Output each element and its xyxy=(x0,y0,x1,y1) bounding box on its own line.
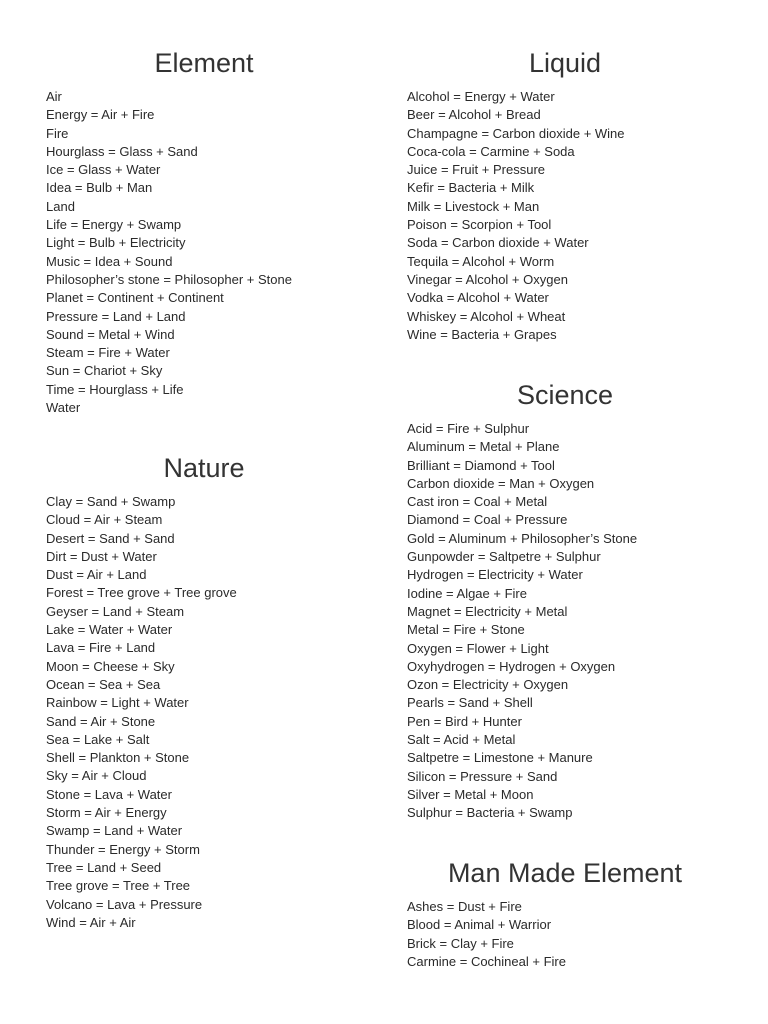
recipe-item: Whiskey = Alcohol + Wheat xyxy=(407,308,566,324)
recipe-item: Air xyxy=(46,89,62,104)
recipe-item: Sky = Air + Cloud xyxy=(46,768,147,784)
recipe-list xyxy=(46,493,237,932)
recipe-item: Land xyxy=(46,198,75,214)
section-title: Man Made Element xyxy=(447,858,683,888)
recipe-item: Lava = Fire + Land xyxy=(46,640,156,656)
recipe-item: Rainbow = Light + Water xyxy=(46,695,189,711)
recipe-item: Alcohol = Energy + Water xyxy=(407,89,555,104)
recipe-item: Ocean = Sea + Sea xyxy=(46,676,161,692)
recipe-item: Cloud = Air + Steam xyxy=(46,512,163,528)
recipe-item: Brilliant = Diamond + Tool xyxy=(407,457,555,473)
recipe-item: Storm = Air + Energy xyxy=(46,805,167,821)
recipe-item: Magnet = Electricity + Metal xyxy=(407,603,568,619)
recipe-item: Thunder = Energy + Storm xyxy=(46,841,200,857)
recipe-item: Time = Hourglass + Life xyxy=(46,381,184,397)
recipe-item: Carmine = Cochineal + Fire xyxy=(407,953,566,969)
recipe-list xyxy=(407,898,566,971)
recipe-item: Pen = Bird + Hunter xyxy=(407,713,522,729)
recipe-item: Music = Idea + Sound xyxy=(46,253,173,269)
recipe-item: Fire xyxy=(46,125,69,141)
recipe-item: Forest = Tree grove + Tree grove xyxy=(46,585,237,601)
recipe-item: Ozon = Electricity + Oxygen xyxy=(407,677,569,693)
recipe-item: Tree grove = Tree + Tree xyxy=(46,878,191,894)
recipe-item: Wind = Air + Air xyxy=(46,914,136,930)
recipe-list xyxy=(407,420,637,823)
recipe-item: Metal = Fire + Stone xyxy=(407,622,525,638)
recipe-item: Hydrogen = Electricity + Water xyxy=(407,567,583,583)
recipe-item: Iodine = Algae + Fire xyxy=(407,585,527,601)
recipe-item: Light = Bulb + Electricity xyxy=(46,235,186,251)
section-title: Liquid xyxy=(528,48,602,78)
recipe-item: Philosopher’s stone = Philosopher + Stone xyxy=(46,271,292,287)
recipe-item: Diamond = Coal + Pressure xyxy=(407,512,568,528)
recipe-item: Geyser = Land + Steam xyxy=(46,603,185,619)
recipe-item: Sea = Lake + Salt xyxy=(46,731,150,747)
recipe-item: Volcano = Lava + Pressure xyxy=(46,896,203,912)
recipe-item: Cast iron = Coal + Metal xyxy=(407,494,548,510)
recipe-item: Carbon dioxide = Man + Oxygen xyxy=(407,475,595,491)
recipe-list xyxy=(46,88,292,417)
recipe-item: Poison = Scorpion + Tool xyxy=(407,217,552,233)
recipe-item: Sound = Metal + Wind xyxy=(46,326,175,342)
recipe-item: Gold = Aluminum + Philosopher’s Stone xyxy=(407,530,638,546)
recipe-item: Vodka = Alcohol + Water xyxy=(407,290,549,306)
recipe-item: Beer = Alcohol + Bread xyxy=(407,107,541,123)
recipe-item: Tree = Land + Seed xyxy=(46,859,162,875)
recipe-item: Gunpowder = Saltpetre + Sulphur xyxy=(407,549,601,565)
section-title: Science xyxy=(516,380,614,410)
recipe-item: Pressure = Land + Land xyxy=(46,308,186,324)
recipe-item: Silver = Metal + Moon xyxy=(407,786,534,802)
recipe-item: Sulphur = Bacteria + Swamp xyxy=(407,805,573,821)
recipe-item: Sand = Air + Stone xyxy=(46,713,156,729)
recipe-item: Shell = Plankton + Stone xyxy=(46,750,190,766)
recipe-item: Steam = Fire + Water xyxy=(46,345,170,361)
recipe-item: Champagne = Carbon dioxide + Wine xyxy=(407,125,625,141)
recipe-list xyxy=(407,88,625,344)
section-title: Nature xyxy=(163,453,245,483)
recipe-item: Dirt = Dust + Water xyxy=(46,548,157,564)
recipe-item: Idea = Bulb + Man xyxy=(46,180,153,196)
recipe-item: Planet = Continent + Continent xyxy=(46,290,224,306)
recipe-item: Oxygen = Flower + Light xyxy=(407,640,549,656)
recipe-item: Moon = Cheese + Sky xyxy=(46,658,175,674)
recipe-item: Salt = Acid + Metal xyxy=(407,732,516,748)
recipe-item: Silicon = Pressure + Sand xyxy=(407,768,558,784)
recipe-item: Tequila = Alcohol + Worm xyxy=(407,253,555,269)
recipe-item: Vinegar = Alcohol + Oxygen xyxy=(407,271,568,287)
recipe-item: Oxyhydrogen = Hydrogen + Oxygen xyxy=(407,658,616,674)
recipe-item: Swamp = Land + Water xyxy=(46,823,183,839)
recipe-item: Brick = Clay + Fire xyxy=(407,935,514,951)
section-title: Element xyxy=(154,48,254,78)
recipe-item: Milk = Livestock + Man xyxy=(407,198,540,214)
recipe-item: Soda = Carbon dioxide + Water xyxy=(407,235,589,251)
recipe-item: Coca-cola = Carmine + Soda xyxy=(407,143,575,159)
recipe-item: Desert = Sand + Sand xyxy=(46,530,175,546)
recipe-item: Pearls = Sand + Shell xyxy=(407,695,533,711)
recipe-item: Energy = Air + Fire xyxy=(46,107,155,123)
recipe-item: Clay = Sand + Swamp xyxy=(46,494,176,509)
recipe-item: Wine = Bacteria + Grapes xyxy=(407,326,557,342)
recipe-item: Acid = Fire + Sulphur xyxy=(407,421,530,436)
recipe-item: Stone = Lava + Water xyxy=(46,786,172,802)
recipe-item: Kefir = Bacteria + Milk xyxy=(407,180,535,196)
recipe-item: Water xyxy=(46,400,81,416)
recipe-item: Life = Energy + Swamp xyxy=(46,217,182,233)
recipe-item: Lake = Water + Water xyxy=(46,622,173,638)
recipe-item: Blood = Animal + Warrior xyxy=(407,917,552,933)
recipe-item: Aluminum = Metal + Plane xyxy=(407,439,560,455)
recipe-item: Hourglass = Glass + Sand xyxy=(46,143,198,159)
recipe-item: Ice = Glass + Water xyxy=(46,162,161,178)
recipe-item: Dust = Air + Land xyxy=(46,567,147,583)
recipe-item: Juice = Fruit + Pressure xyxy=(407,162,545,178)
recipe-item: Saltpetre = Limestone + Manure xyxy=(407,750,593,766)
recipe-item: Ashes = Dust + Fire xyxy=(407,899,522,914)
recipe-item: Sun = Chariot + Sky xyxy=(46,363,163,379)
